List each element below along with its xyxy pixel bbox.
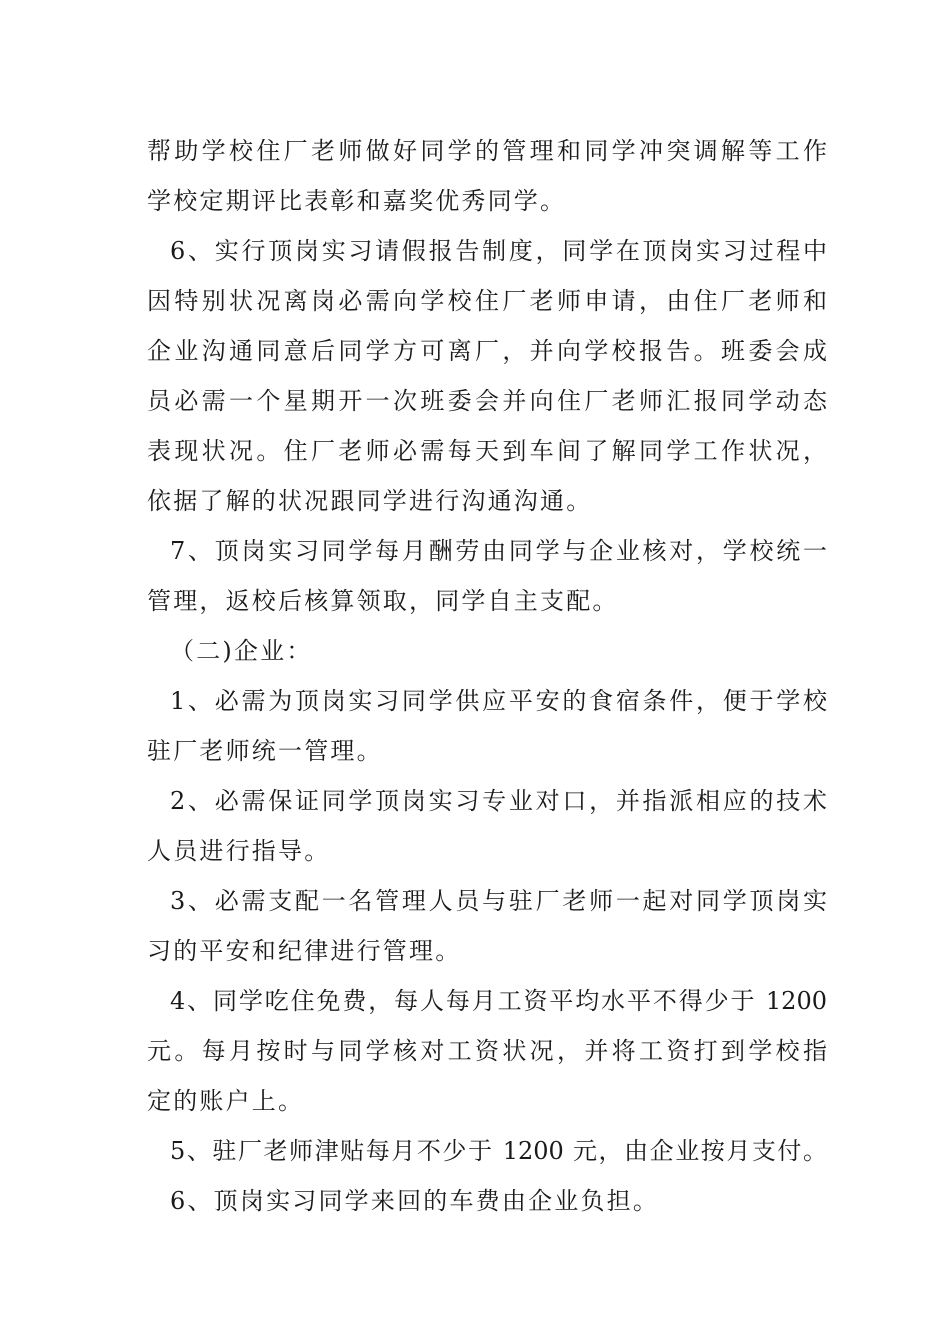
text-line: 因特别状况离岗必需向学校住厂老师申请，由住厂老师和 <box>147 287 827 315</box>
text-line: 习的平安和纪律进行管理。 <box>147 937 462 965</box>
text-line: 人员进行指导。 <box>147 837 331 865</box>
text-line: 依据了解的状况跟同学进行沟通沟通。 <box>147 487 593 515</box>
text-line: 6、实行顶岗实习请假报告制度，同学在顶岗实习过程中 <box>170 237 827 265</box>
text-line: 7、顶岗实习同学每月酬劳由同学与企业核对，学校统一 <box>170 537 827 565</box>
text-line: 定的账户上。 <box>147 1087 305 1115</box>
text-line: 1、必需为顶岗实习同学供应平安的食宿条件，便于学校 <box>170 687 827 715</box>
text-line: 管理，返校后核算领取，同学自主支配。 <box>147 587 619 615</box>
text-line: 员必需一个星期开一次班委会并向住厂老师汇报同学动态 <box>147 387 827 415</box>
text-line: 表现状况。住厂老师必需每天到车间了解同学工作状况， <box>147 437 827 465</box>
text-line: 3、必需支配一名管理人员与驻厂老师一起对同学顶岗实 <box>170 887 827 915</box>
section-heading: （二)企业： <box>170 637 313 665</box>
text-line: 驻厂老师统一管理。 <box>147 737 383 765</box>
text-line: 5、驻厂老师津贴每月不少于 1200 元，由企业按月支付。 <box>170 1137 827 1165</box>
text-line: 帮助学校住厂老师做好同学的管理和同学冲突调解等工作 <box>147 137 827 165</box>
text-line: 学校定期评比表彰和嘉奖优秀同学。 <box>147 187 567 215</box>
text-line: 元。每月按时与同学核对工资状况，并将工资打到学校指 <box>147 1037 827 1065</box>
text-line: 企业沟通同意后同学方可离厂，并向学校报告。班委会成 <box>147 337 827 365</box>
text-line: 2、必需保证同学顶岗实习专业对口，并指派相应的技术 <box>170 787 827 815</box>
text-line: 4、同学吃住免费，每人每月工资平均水平不得少于 1200 <box>170 987 827 1015</box>
text-line: 6、顶岗实习同学来回的车费由企业负担。 <box>170 1187 660 1215</box>
